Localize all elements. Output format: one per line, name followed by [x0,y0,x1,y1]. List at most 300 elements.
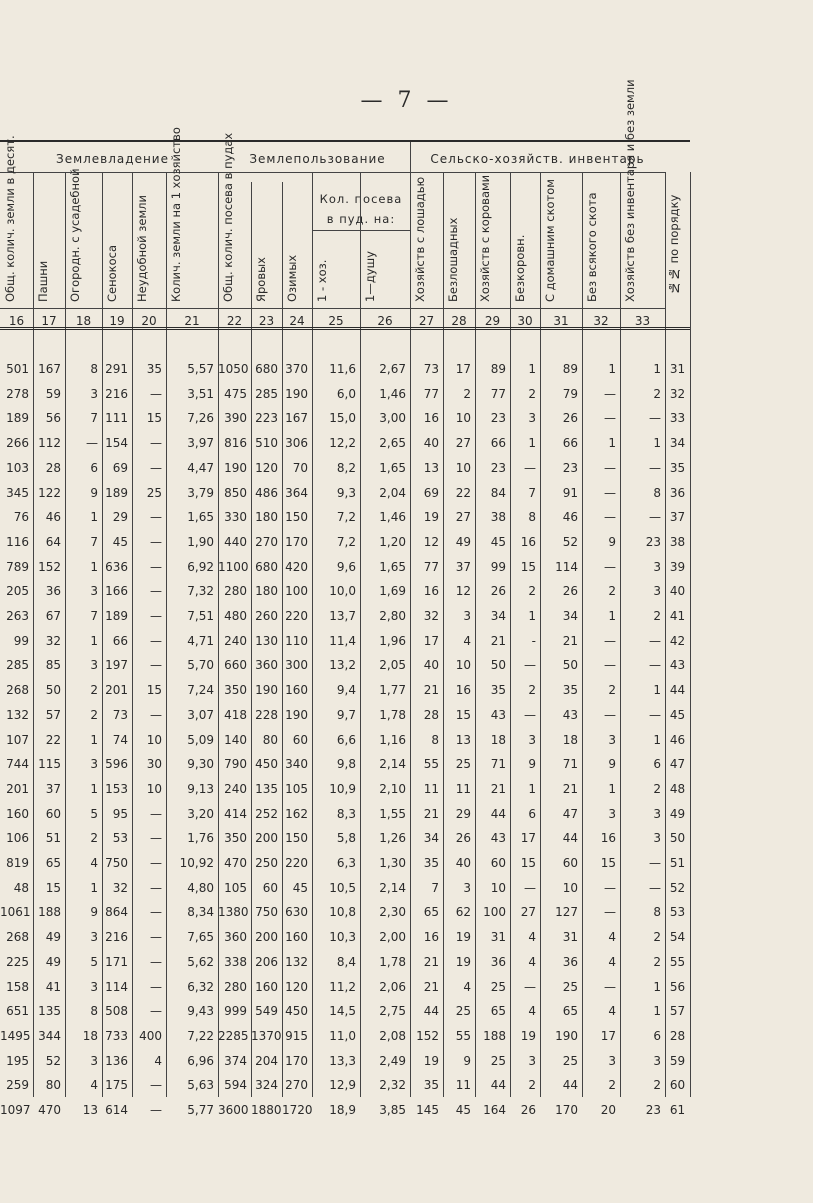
table-cell: 80 [262,732,278,747]
table-cell: 44 [490,806,506,821]
page-number: — 7 — [360,88,453,113]
table-cell: 8 [431,732,439,747]
table-cell: 40 [455,856,471,870]
table-cell: 2 [90,831,98,846]
sowing-subgroup-subtitle: в пуд. на: [326,212,396,226]
table-cell: 3 [90,930,98,945]
table-cell: 470 [224,856,247,870]
column-number: 19 [109,314,125,328]
table-cell: 28 [45,460,61,475]
table-cell: 158 [6,979,29,994]
table-cell: 114 [555,559,578,574]
table-cell: 65 [45,856,61,870]
table-cell: — [150,856,162,870]
table-cell: 201 [105,683,128,698]
table-cell: 21 [562,633,578,648]
table-cell: 18,9 [329,1103,356,1117]
table-cell: 197 [105,658,128,673]
table-cell: 270 [255,534,278,549]
table-cell: 74 [112,732,128,747]
table-cell: 69 [112,460,128,475]
table-cell: 51 [45,831,61,846]
table-cell: 2,10 [379,781,406,796]
table-cell: 25 [455,1004,471,1019]
table-cell: 9,6 [336,559,356,574]
table-cell: 135 [38,1004,61,1019]
table-cell: 5,77 [187,1103,214,1117]
table-cell: 1370 [251,1028,282,1043]
table-cell: 17 [423,633,439,648]
header-divider [0,172,665,173]
table-cell: 1,65 [187,510,214,525]
table-cell: 263 [6,609,29,623]
table-cell: 106 [6,831,29,846]
table-cell: 1,69 [379,584,406,599]
table-cell: 8 [653,485,661,500]
table-cell: 1,46 [379,510,406,525]
table-cell: 44 [562,831,578,846]
table-cell: 32 [423,609,439,623]
column-header: Пашни [36,260,50,302]
table-cell: 3 [90,757,98,772]
table-cell: — [150,633,162,648]
table-cell: 52 [562,534,578,549]
table-cell: 84 [490,485,506,500]
table-cell: 189 [6,411,29,426]
table-cell: 789 [6,559,29,574]
column-header: 1 - хоз. [315,259,329,302]
table-cell: 1,65 [379,460,406,475]
table-cell: 216 [105,930,128,945]
table-cell: 364 [285,485,308,500]
table-cell: 14,5 [329,1004,356,1019]
table-cell: 21 [562,781,578,796]
table-cell: — [524,880,536,895]
table-cell: 77 [423,386,439,401]
table-cell: 2,30 [379,905,406,920]
table-cell: 1 [528,362,536,376]
table-cell: 1097 [0,1103,31,1117]
table-cell: 11,2 [329,979,356,994]
table-cell: 216 [105,386,128,401]
table-cell: 180 [255,510,278,525]
table-cell: — [150,1103,162,1117]
table-cell: 32 [45,633,61,648]
table-cell: 23 [645,534,661,549]
table-cell: 225 [6,954,29,969]
table-cell: 9,30 [187,757,214,772]
table-cell: — [524,658,536,673]
table-cell: 57 [45,707,61,722]
table-cell: 3,97 [187,436,214,451]
table-cell: 36 [490,954,506,969]
table-cell: — [524,460,536,475]
table-cell: 103 [6,460,29,475]
table-cell: 3,79 [187,485,214,500]
table-cell: 1,78 [379,954,406,969]
table-cell: 291 [105,362,128,376]
table-cell: 15 [520,856,536,870]
row-order-number: 41 [669,609,686,623]
table-cell: 268 [6,683,29,698]
table-cell: 36 [562,954,578,969]
table-cell: 189 [105,485,128,500]
table-cell: 76 [13,510,29,525]
table-cell: 10 [455,658,471,673]
table-cell: 6,3 [336,856,356,870]
table-cell: 1,20 [379,534,406,549]
table-cell: 35 [423,856,439,870]
table-cell: 69 [423,485,439,500]
table-cell: 3 [463,880,471,895]
table-cell: 2 [608,1078,616,1093]
table-cell: 73 [423,362,439,376]
table-cell: 49 [45,954,61,969]
table-cell: — [150,880,162,895]
column-number: 31 [553,314,569,328]
table-cell: 67 [45,609,61,623]
table-cell: 6 [528,806,536,821]
table-cell: 470 [38,1103,61,1117]
table-cell: 8,2 [336,460,356,475]
table-cell: 10 [490,880,506,895]
table-cell: 6 [653,1028,661,1043]
column-number: 29 [484,314,501,328]
table-cell: 345 [6,485,29,500]
table-cell: 66 [490,436,506,451]
table-cell: 2,75 [379,1004,406,1019]
table-cell: 205 [6,584,29,599]
table-cell: 120 [255,460,278,475]
table-cell: 1 [90,732,98,747]
table-cell: 374 [224,1053,247,1068]
row-order-number: 47 [669,757,686,772]
table-cell: 13,2 [329,658,356,673]
table-cell: 1100 [218,559,249,574]
table-cell: 28 [423,707,439,722]
table-cell: 2,67 [379,362,406,376]
table-cell: 60 [45,806,61,821]
table-cell: 4 [608,954,616,969]
table-cell: — [604,658,616,673]
table-cell: 2,32 [379,1078,406,1093]
table-cell: 26 [562,411,578,426]
table-cell: 79 [562,386,578,401]
table-cell: 6,0 [336,386,356,401]
table-cell: 160 [255,979,278,994]
row-order-number: 60 [669,1078,686,1093]
table-cell: 11,4 [329,633,356,648]
table-cell: 2 [653,930,661,945]
table-cell: 440 [224,534,247,549]
table-cell: 5,09 [187,732,214,747]
table-cell: 252 [255,806,278,821]
table-cell: 15 [146,411,162,426]
table-cell: 819 [6,856,29,870]
table-cell: 2 [528,683,536,698]
table-cell: 418 [224,707,247,722]
table-cell: 60 [292,732,308,747]
table-cell: 2 [528,386,536,401]
table-cell: 360 [255,658,278,673]
table-cell: 73 [112,707,128,722]
table-cell: 15 [146,683,162,698]
table-cell: 13 [423,460,439,475]
table-cell: 45 [455,1103,471,1117]
row-order-number: 59 [669,1053,686,1068]
table-cell: 4 [154,1053,162,1068]
table-cell: 3,20 [187,806,214,821]
table-cell: 25 [490,1053,506,1068]
table-cell: 280 [224,584,247,599]
table-cell: 744 [6,757,29,772]
table-cell: 3 [528,1053,536,1068]
table-cell: 160 [285,930,308,945]
table-cell: 614 [105,1103,128,1117]
column-header: Яровых [254,257,268,302]
table-cell: 1,96 [379,633,406,648]
column-header: 1—душу [363,251,377,302]
table-cell: 10 [146,781,162,796]
table-cell: 65 [423,905,439,920]
table-cell: 9,7 [336,707,356,722]
table-cell: 285 [6,658,29,673]
column-header: С домашним скотом [543,179,557,302]
table-cell: 46 [45,510,61,525]
table-cell: 21 [490,781,506,796]
table-cell: 36 [45,584,61,599]
table-cell: 70 [292,460,308,475]
table-cell: 60 [562,856,578,870]
table-cell: 34 [562,609,578,623]
table-cell: 4 [90,1078,98,1093]
table-cell: — [150,609,162,623]
table-cell: 16 [520,534,536,549]
table-cell: 40 [423,436,439,451]
column-header: Безлошадных [446,217,460,302]
table-cell: 7,51 [187,609,214,623]
table-cell: 64 [45,534,61,549]
table-cell: 816 [224,436,247,451]
table-cell: 50 [490,658,506,673]
table-cell: 59 [45,386,61,401]
table-cell: 171 [105,954,128,969]
table-cell: 259 [6,1078,29,1093]
table-cell: 1495 [0,1028,31,1043]
column-header: Хозяйств с лошадью [413,176,427,302]
table-cell: 50 [45,683,61,698]
table-cell: 23 [645,1103,661,1117]
table-cell: 7,32 [187,584,214,599]
row-order-number: 51 [669,856,686,870]
table-cell: 18 [562,732,578,747]
table-cell: 99 [13,633,29,648]
column-header: Огородн. с усадебной [68,168,82,302]
table-cell: 7,2 [336,510,356,525]
column-header: Общ. колич. земли в десят. [3,135,17,302]
table-cell: 10,0 [329,584,356,599]
table-cell: 9 [608,757,616,772]
table-cell: 475 [224,386,247,401]
table-cell: — [604,707,616,722]
table-cell: 3 [90,1053,98,1068]
table-cell: 10 [455,411,471,426]
table-cell: 5 [90,806,98,821]
table-cell: 2,49 [379,1053,406,1068]
table-cell: — [524,979,536,994]
table-cell: 35 [423,1078,439,1093]
table-cell: 19 [455,954,471,969]
table-cell: 390 [224,411,247,426]
row-order-number: 44 [669,683,686,698]
table-cell: — [604,460,616,475]
table-cell: 6,96 [187,1053,214,1068]
table-cell: 19 [520,1028,536,1043]
table-cell: 35 [146,362,162,376]
table-cell: 130 [255,633,278,648]
table-cell: 46 [562,510,578,525]
table-cell: 8,4 [336,954,356,969]
table-cell: 1,90 [187,534,214,549]
table-cell: 4,47 [187,460,214,475]
column-number: 23 [258,314,275,328]
table-cell: 636 [105,559,128,574]
table-cell: 89 [562,362,578,376]
table-cell: 240 [224,633,247,648]
table-cell: 8 [90,1004,98,1019]
table-cell: 12 [455,584,471,599]
table-cell: 23 [490,460,506,475]
row-order-number: 50 [669,831,686,846]
table-cell: 25 [455,757,471,772]
row-order-number: 40 [669,584,686,599]
column-header: Хозяйств без инвентаря и без земли [623,79,637,302]
table-cell: 733 [105,1028,128,1043]
table-cell: 100 [483,905,506,920]
table-cell: 1061 [0,905,31,920]
table-cell: 19 [423,1053,439,1068]
table-cell: 6,92 [187,559,214,574]
group-header-land-ownership: Землевладение [56,152,169,166]
table-cell: — [604,485,616,500]
table-cell: 5,57 [187,362,214,376]
table-cell: — [649,633,661,648]
row-order-number: 34 [669,436,686,451]
table-cell: 49 [455,534,471,549]
table-cell: 175 [105,1078,128,1093]
table-cell: 167 [285,411,308,426]
table-cell: 10,5 [329,880,356,895]
table-cell: 114 [105,979,128,994]
table-cell: 17 [455,362,471,376]
table-cell: 2 [90,683,98,698]
table-cell: 11 [455,1078,471,1093]
table-cell: 350 [224,831,247,846]
table-cell: 190 [285,707,308,722]
table-cell: 6 [653,757,661,772]
table-cell: 188 [483,1028,506,1043]
table-cell: 16 [423,930,439,945]
table-cell: 4,71 [187,633,214,648]
table-cell: 2 [653,954,661,969]
table-cell: 170 [285,534,308,549]
table-cell: 10 [562,880,578,895]
table-cell: 1 [608,609,616,623]
table-cell: 200 [255,831,278,846]
table-cell: 62 [455,905,471,920]
table-cell: 1,78 [379,707,406,722]
table-cell: 21 [423,683,439,698]
row-order-number: 46 [669,732,686,747]
table-cell: 43 [562,707,578,722]
table-cell: 11 [423,781,439,796]
table-cell: — [649,856,661,870]
table-cell: 12,9 [329,1078,356,1093]
table-cell: 22 [45,732,61,747]
table-cell: 11,0 [329,1028,356,1043]
table-cell: 1 [608,436,616,451]
table-cell: 21 [490,633,506,648]
table-cell: 2,80 [379,609,406,623]
table-cell: 43 [490,707,506,722]
table-cell: 13 [82,1103,98,1117]
column-number: 20 [141,314,157,328]
row-order-number: 43 [669,658,686,673]
table-cell: 10 [146,732,162,747]
table-cell: 864 [105,905,128,920]
table-cell: — [150,905,162,920]
table-cell: 35 [562,683,578,698]
table-cell: 220 [285,609,308,623]
table-cell: 9,13 [187,781,214,796]
table-cell: 285 [255,386,278,401]
table-cell: 1,46 [379,386,406,401]
table-cell: 60 [490,856,506,870]
table-cell: 3 [608,806,616,821]
table-cell: 4,80 [187,880,214,895]
table-cell: 11 [455,781,471,796]
table-cell: 2 [653,1078,661,1093]
table-cell: 2 [528,584,536,599]
row-order-number: 35 [669,460,686,475]
column-number: 25 [328,314,344,328]
column-header: Неудобной земли [135,195,149,302]
row-order-number: 45 [669,707,686,722]
table-cell: 43 [490,831,506,846]
table-cell: 29 [455,806,471,821]
table-cell: 915 [285,1028,308,1043]
table-cell: 9,43 [187,1004,214,1019]
table-cell: 45 [490,534,506,549]
table-cell: — [150,979,162,994]
table-cell: 3 [90,584,98,599]
table-cell: 1 [653,732,661,747]
table-cell: 7 [431,880,439,895]
row-order-number: 33 [669,411,686,426]
table-cell: 4 [608,1004,616,1019]
table-cell: 3 [608,732,616,747]
table-cell: 25 [146,485,162,500]
table-cell: 38 [490,510,506,525]
table-cell: 2 [528,1078,536,1093]
row-order-number: 28 [669,1028,686,1043]
table-cell: 49 [45,930,61,945]
row-order-number: 32 [669,386,686,401]
row-order-number: 48 [669,781,686,796]
table-cell: 7,2 [336,534,356,549]
column-number: 22 [226,314,243,328]
row-order-number: 37 [669,510,686,525]
